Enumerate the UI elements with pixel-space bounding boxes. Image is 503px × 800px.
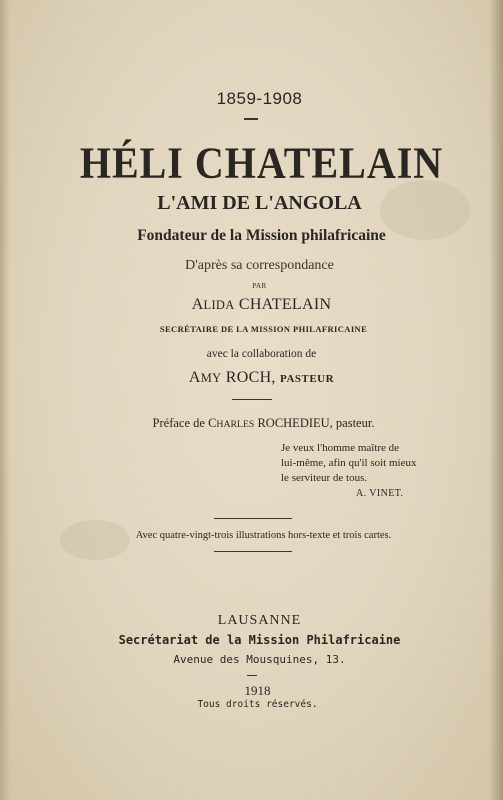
source-line: D'après sa correspondance xyxy=(185,258,334,273)
divider-rule xyxy=(247,675,257,676)
coauthor-first-initial: A xyxy=(188,369,201,386)
divider-rule xyxy=(214,551,292,552)
author-first-initial: A xyxy=(191,296,204,313)
page-edge-left xyxy=(0,0,10,800)
imprint-rights: Tous droits réservés. xyxy=(197,699,318,710)
founder-line: Fondateur de la Mission philafricaine xyxy=(137,227,386,244)
life-dates: 1859-1908 xyxy=(216,89,303,108)
divider-rule xyxy=(214,518,292,519)
divider-rule xyxy=(232,399,272,400)
coauthor-name xyxy=(10,370,503,386)
epigraph-line: lui-même, afin qu'il soit mieux xyxy=(281,457,417,469)
book-title: HÉLI CHATELAIN xyxy=(79,137,444,188)
divider-rule xyxy=(244,118,258,120)
preface-first-rest: HARLES xyxy=(216,419,255,430)
preface-prefix: Préface de xyxy=(152,416,205,430)
epigraph-attribution: A. VINET. xyxy=(356,488,404,499)
by-label: PAR xyxy=(252,282,267,290)
collaboration-line: avec la collaboration de xyxy=(206,348,317,360)
preface-surname: ROCHEDIEU, pasteur. xyxy=(257,416,375,430)
preface-first-initial: C xyxy=(208,416,217,430)
coauthor-first-rest: MY xyxy=(200,371,222,385)
epigraph-line: Je veux l'homme maître de xyxy=(281,442,400,454)
epigraph xyxy=(281,441,417,501)
coauthor-role: PASTEUR xyxy=(280,373,335,385)
imprint-publisher: Secrétariat de la Mission Philafricaine xyxy=(118,633,401,647)
author-role: SECRÉTAIRE DE LA MISSION PHILAFRICAINE xyxy=(159,324,368,334)
preface-line xyxy=(12,417,503,430)
author-name xyxy=(10,297,503,313)
imprint-city: LAUSANNE xyxy=(217,613,302,628)
illustrations-note: Avec quatre-vingt-trois illustrations hors-texte et trois cartes. xyxy=(135,530,392,541)
author-first-rest: LIDA xyxy=(203,298,235,312)
epigraph-line: le serviteur de tous. xyxy=(281,472,368,484)
coauthor-surname: ROCH, xyxy=(225,369,276,386)
page-edge-right xyxy=(489,0,503,800)
imprint-address: Avenue des Mousquines, 13. xyxy=(173,653,346,666)
book-subtitle: L'AMI DE L'ANGOLA xyxy=(157,192,362,214)
author-surname: CHATELAIN xyxy=(238,296,332,313)
imprint-year: 1918 xyxy=(244,683,271,698)
